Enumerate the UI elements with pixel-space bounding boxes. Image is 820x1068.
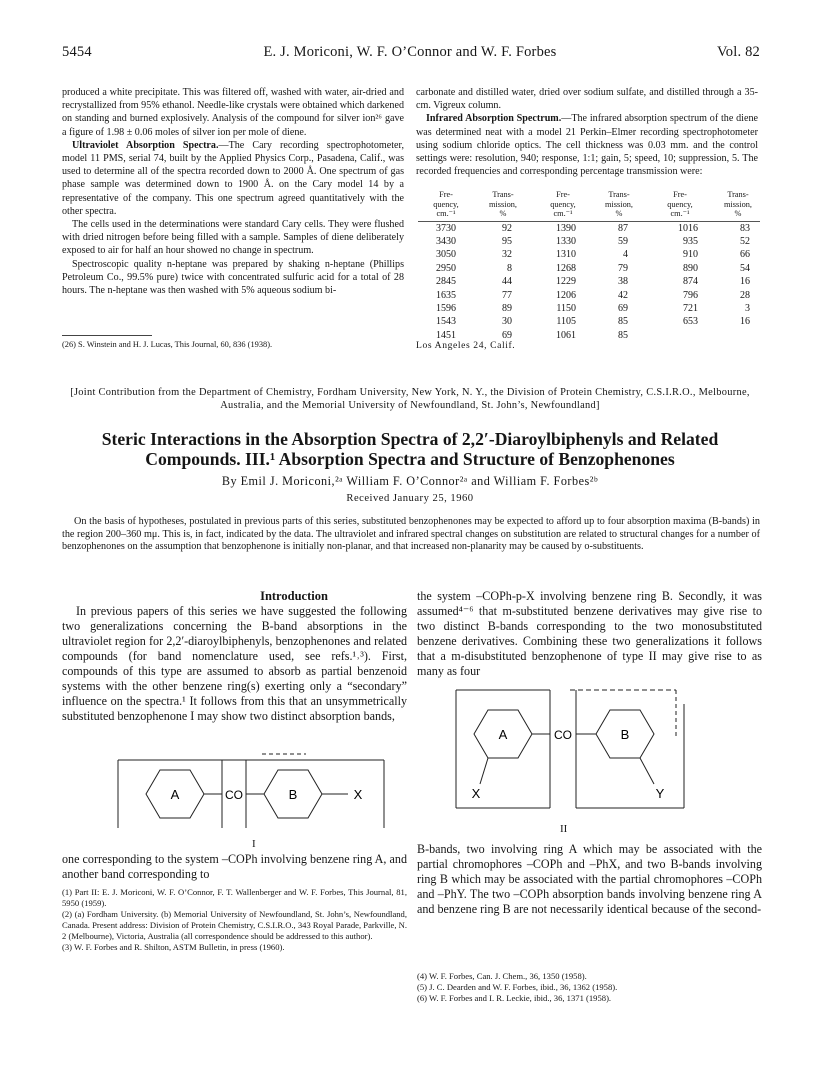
intro-right-paragraph-2 (417, 842, 762, 917)
transmission-cell: 66 (740, 249, 750, 261)
ir-table-row (418, 235, 760, 248)
frequency-cell: 1596 (436, 302, 456, 314)
benzophenone-structure-ii (450, 682, 696, 818)
frequency-cell: 1229 (556, 276, 576, 288)
intro-right-text-2: B-bands, two involving ring A which may be associated with the partial chromophores –COPh and –PhX, and two B-bands involving ring B which may be associated with the partial chromophores –COPh and –PhY. The two –COPh absorption bands involving benzene ring A and benzene ring B are not necessarily identical because of the second- (417, 842, 762, 916)
uv-spectra-text: —The Cary recording spectrophotometer, model 11 PMS, serial 74, built by the Applied Physics Corp., Pasadena, Calif., was used to determine all of the spectra recorded down to 2000 Å. One spectrum of gas phase sample was determined down to 1900 Å. on the Cary model 14 by a representative of the company. This one spectrum agreed quantitatively with the other spectra. (62, 139, 405, 217)
intro-left-paragraph-1 (62, 604, 407, 724)
footnotes-left (62, 887, 407, 954)
received-date: Received January 25, 1960 (346, 493, 474, 504)
ir-table-row (418, 221, 760, 235)
transmission-cell: 69 (618, 302, 628, 314)
substituent-y-label: Y (655, 786, 665, 801)
frequency-cell: 1451 (436, 329, 456, 341)
page-number: 5454 (62, 44, 92, 60)
ir-table-row (418, 248, 760, 261)
ir-table-row (418, 275, 760, 288)
frequency-cell: 910 (683, 249, 698, 261)
benzophenone-structure-i (112, 752, 392, 834)
ir-table-header-cell: Trans- mission, % (474, 190, 532, 221)
frequency-cell: 1390 (556, 222, 576, 234)
uv-spectra-paragraph (62, 139, 404, 218)
transmission-cell: 87 (618, 222, 628, 234)
ir-table-row (418, 262, 760, 275)
carbonyl-label: CO (225, 788, 243, 802)
transmission-cell: 44 (502, 276, 512, 288)
ir-table-row (418, 302, 760, 315)
frequency-cell: 2845 (436, 276, 456, 288)
transmission-cell: 16 (740, 276, 750, 288)
transmission-cell: 3 (745, 302, 750, 314)
ir-table-header-cell: Trans- mission, % (594, 190, 644, 221)
frequency-cell: 2950 (436, 262, 456, 274)
heptane-paragraph: Spectroscopic quality n-heptane was prepared by shaking n-heptane (Phillips Petroleum Co., 99.5% pure) twice with concentrated sulfuric acid for a total of 28 hours. The n-heptane was then washed with 5% aqueous sodium bi- (62, 258, 404, 297)
transmission-cell: 28 (740, 289, 750, 301)
transmission-cell: 92 (502, 222, 512, 234)
footnote-5: (5) J. C. Dearden and W. F. Forbes, ibid., 36, 1362 (1958). (417, 982, 618, 993)
uv-spectra-heading: Ultraviolet Absorption Spectra. (72, 139, 219, 151)
ir-table-row (418, 289, 760, 302)
structure-i-label: I (252, 838, 256, 850)
ir-spectrum-paragraph (416, 112, 758, 178)
article-title: Steric Interactions in the Absorption Spectra of 2,2′-Diaroylbiphenyls and Related Compounds. III.¹ Absorption Spectra and Structure of Benzophenones (101, 429, 719, 469)
transmission-cell: 79 (618, 262, 628, 274)
ir-spectrum-heading: Infrared Absorption Spectrum. (426, 113, 562, 125)
intro-left-text-1: In previous papers of this series we have suggested the following two generalizations concerning the B-band absorptions in the ultraviolet region for 2,2′-diaroylbiphenyls, benzophenones and related compounds (for band nomenclature used, see refs.¹˒³). First, compounds of this type are assumed to absorb as partial benzenoid systems with the other benzene ring(s) exerting only a “secondary” influence on the spectra.¹ It follows from this that an unsymmetrically substituted benzophenone I may show two distinct absorption bands, (62, 604, 407, 723)
frequency-cell: 3050 (436, 249, 456, 261)
intro-right-paragraph-1 (417, 589, 762, 679)
transmission-cell: 38 (618, 276, 628, 288)
transmission-cell: 42 (618, 289, 628, 301)
frequency-cell: 874 (683, 276, 698, 288)
transmission-cell: 85 (618, 329, 628, 341)
frequency-cell: 1543 (436, 316, 456, 328)
frequency-cell (644, 329, 716, 342)
article-authors: By Emil J. Moriconi,²ᵃ William F. O’Connor²ᵃ and William F. Forbes²ᵇ (221, 474, 599, 488)
intro-left-text-2: one corresponding to the system –COPh involving benzene ring A, and another band corresponding to (62, 852, 407, 881)
carbonyl-label: CO (554, 728, 572, 742)
frequency-cell: 1206 (556, 289, 576, 301)
footnote-3: (3) W. F. Forbes and R. Shilton, ASTM Bulletin, in press (1960). (62, 942, 285, 953)
intro-left-paragraph-2 (62, 852, 407, 882)
frequency-cell: 796 (683, 289, 698, 301)
transmission-cell: 52 (740, 235, 750, 247)
substituent-x-label: X (353, 787, 363, 802)
carbonate-paragraph: carbonate and distilled water, dried over sodium sulfate, and distilled through a 35-cm. Vigreux column. (416, 87, 758, 112)
transmission-cell: 83 (740, 222, 750, 234)
footnote-rule (62, 335, 152, 336)
experimental-right-column (416, 86, 758, 178)
structure-ii-label: II (560, 823, 568, 835)
transmission-cell: 30 (502, 316, 512, 328)
ir-table-header-cell: Trans- mission, % (716, 190, 760, 221)
frequency-cell: 3430 (436, 235, 456, 247)
transmission-cell: 32 (502, 249, 512, 261)
frequency-cell: 1150 (556, 302, 576, 314)
footnote-2: (2) (a) Fordham University. (b) Memorial University of Newfoundland, St. John’s, Newfoundland, Canada. Present address: Division of Protein Chemistry, C.S.I.R.O., 343 Royal Parade, Parkville, N. 2 (Melbourne), Victoria, Australia (all correspondence should be addressed to this author). (62, 909, 407, 942)
ring-b-label: B (288, 787, 298, 802)
transmission-cell: 69 (502, 329, 512, 341)
silver-analysis-paragraph: produced a white precipitate. This was filtered off, washed with water, air-dried and recrystallized from 95% ethanol. Needle-like crystals were obtained which darkened on standing and burned explosively. Analysis of the compound for silver ion²⁶ gave a figure of 1.98 ± 0.06 moles of silver ion per mole of diene. (62, 87, 404, 138)
transmission-cell: 95 (502, 235, 512, 247)
frequency-cell: 890 (683, 262, 698, 274)
experimental-left-column (62, 86, 404, 297)
transmission-cell (716, 329, 760, 342)
running-title: E. J. Moriconi, W. F. O’Connor and W. F. Forbes (263, 44, 557, 60)
ir-table-header-cell: Fre- quency, cm.⁻¹ (644, 190, 716, 221)
frequency-cell: 721 (683, 302, 698, 314)
frequency-cell: 1268 (556, 262, 576, 274)
ir-spectrum-text: —The infrared absorption spectrum of the diene was determined neat with a model 21 Perkin–Elmer recording spectrophotometer using sodium chloride optics. The cell thickness was 0.03 mm. and the control settings were: resolution, 940; response, 1:1; gain, 5; speed, 10; suppression, 5. The recorded frequencies and corresponding percentage transmission were: (416, 113, 758, 178)
frequency-cell: 1016 (678, 222, 698, 234)
substituent-x-bond (480, 758, 488, 784)
abstract: On the basis of hypotheses, postulated in previous parts of this series, substituted benzophenones may be expected to afford up to four absorption maxima (B-bands) in the region 200–360 mμ. This is, in fact, indicated by the data. The ultraviolet and infrared spectral changes on substitution are related to structural changes for a number of benzophenones on the assumption that benzophenone is initially non-planar, and that increased non-planarity may be caused by o-substituents. (62, 516, 760, 553)
transmission-cell: 89 (502, 302, 512, 314)
ring-a-label: A (170, 787, 180, 802)
cells-paragraph: The cells used in the determinations were standard Cary cells. They were flushed with dried nitrogen before being filled with a sample. Samples of diene deliberately exposed to air for half an hour showed no change in spectrum. (62, 219, 404, 257)
frequency-cell: 1635 (436, 289, 456, 301)
frequency-cell: 935 (683, 235, 698, 247)
frequency-cell: 3730 (436, 222, 456, 234)
frequency-cell: 1105 (556, 316, 576, 328)
transmission-cell: 8 (507, 262, 512, 274)
footnote-4: (4) W. F. Forbes, Can. J. Chem., 36, 1350 (1958). (417, 971, 587, 981)
ring-b-label: B (620, 727, 630, 742)
ir-table-row (418, 315, 760, 328)
transmission-cell: 54 (740, 262, 750, 274)
frequency-cell: 1330 (556, 235, 576, 247)
ir-frequency-table (418, 190, 760, 342)
ir-table-header-cell: Fre- quency, cm.⁻¹ (532, 190, 594, 221)
transmission-cell: 77 (502, 289, 512, 301)
footnotes-right (417, 971, 762, 1004)
volume-label: Vol. 82 (716, 44, 760, 60)
footnote-1: (1) Part II: E. J. Moriconi, W. F. O’Connor, F. T. Wallenberger and W. F. Forbes, This Journal, 81, 5950 (1959). (62, 887, 407, 909)
transmission-cell: 85 (618, 316, 628, 328)
intro-right-text-1: the system –COPh-p-X involving benzene ring B. Secondly, it was assumed⁴⁻⁶ that m-substituted benzene derivatives may give rise to two distinct B-bands corresponding to the two monosubstituted benzene derivatives. Combining these two generalizations it follows that a m-disubstituted benzophenone of type II may give rise to as many as four (417, 589, 762, 678)
frequency-cell: 1310 (556, 249, 576, 261)
transmission-cell: 16 (740, 316, 750, 328)
footnote-6: (6) W. F. Forbes and I. R. Leckie, ibid., 36, 1371 (1958). (417, 993, 612, 1004)
introduction-heading: Introduction (260, 589, 328, 603)
ir-table-header-cell: Fre- quency, cm.⁻¹ (418, 190, 474, 221)
substituent-x-label: X (471, 786, 481, 801)
footnote-26: (26) S. Winstein and H. J. Lucas, This Journal, 60, 836 (1938). (62, 340, 273, 349)
substituent-y-bond (640, 758, 654, 784)
author-location: Los Angeles 24, Calif. (416, 340, 516, 351)
ring-a-label: A (498, 727, 508, 742)
frequency-cell: 1061 (556, 329, 576, 341)
frequency-cell: 653 (683, 316, 698, 328)
contribution-note: [Joint Contribution from the Department of Chemistry, Fordham University, New York, N. Y., the Division of Protein Chemistry, C.S.I.R.O., Melbourne, Australia, and the Memorial University of Newfoundland, St. John’s, Newfoundland] (70, 387, 750, 412)
ir-table-body (418, 221, 760, 342)
transmission-cell: 59 (618, 235, 628, 247)
ir-table-header-row (418, 190, 760, 221)
transmission-cell: 4 (623, 249, 628, 261)
